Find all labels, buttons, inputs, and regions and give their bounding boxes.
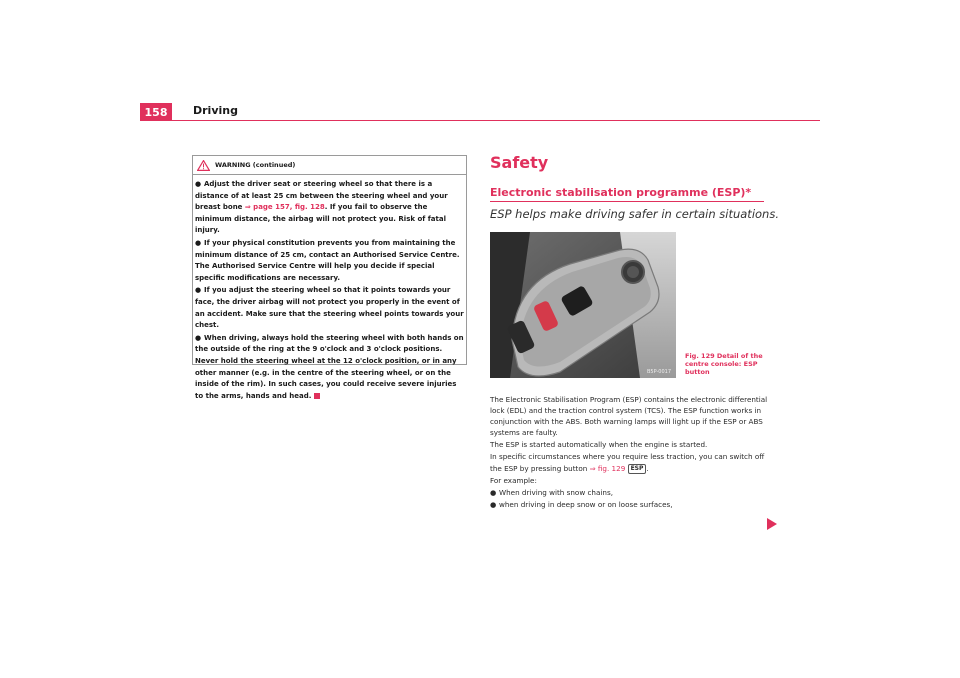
next-page-arrow-icon[interactable]: [767, 518, 777, 530]
warning-title: WARNING (continued): [215, 161, 296, 169]
list-item-text: When driving with snow chains,: [499, 487, 613, 497]
bullet-icon: ●: [195, 238, 202, 247]
figure-link[interactable]: ⇒ fig. 129: [589, 463, 626, 473]
subsection-title: Electronic stabilisation programme (ESP)*: [490, 186, 752, 199]
subsection-rule: [490, 201, 764, 202]
warning-text: . If you fail to observe the minimum distance, the airbag will not protect you. Risk of fatal injury.: [195, 203, 446, 235]
bullet-icon: ●: [490, 499, 497, 509]
header-rule: [140, 120, 820, 121]
warning-box: [192, 155, 467, 400]
section-title: Safety: [490, 153, 549, 172]
warning-text: When driving, always hold the steering wheel with both hands on the outside of the ring at the 9 o'clock and 3 o'clock positions. Never hold the steering wheel at the 12 o'clock position, or in any other manner (e.g. in the centre of the steering wheel, or on the inside of the rim). In such cases, you could receive severe injuries to the arms, hands and head.: [195, 333, 464, 400]
chapter-title: Driving: [193, 104, 238, 117]
paragraph-text: .: [646, 463, 649, 473]
figure-caption: Fig. 129 Detail of the centre console: ESP button: [685, 352, 763, 376]
bullet-icon: ●: [195, 333, 202, 342]
section-end-icon: [314, 393, 320, 399]
list-item: [490, 499, 770, 510]
page-number: 158: [140, 103, 172, 121]
figure-code: B5P-0017: [646, 369, 671, 375]
console-photo: [490, 232, 676, 378]
paragraph: The Electronic Stabilisation Program (ESP) contains the electronic differential lock (EDL) and the traction control system (TCS). The ESP function works in conjunction with the ABS. Both warning lamps will light up if the ESP or ABS systems are faulty.: [490, 395, 768, 438]
paragraph: The ESP is started automatically when the engine is started.: [490, 440, 708, 450]
warning-body: [193, 175, 466, 402]
bullet-icon: ●: [490, 487, 497, 497]
warning-item: [195, 179, 464, 237]
warning-text: If your physical constitution prevents you from maintaining the minimum distance of 25 cm, contact an Authorised Service Centre. The Authorised Service Centre will help you decide if special specific modifications are necessary.: [195, 238, 460, 282]
warning-header: [193, 156, 466, 175]
bullet-icon: ●: [195, 286, 202, 295]
esp-button-symbol: ESP: [628, 464, 647, 474]
warning-item: [195, 238, 464, 284]
warning-triangle-icon: [197, 160, 210, 171]
warning-text: If you adjust the steering wheel so that it points towards your face, the driver airbag will not protect you properly in the event of an accident. Make sure that the steering wheel points towards your chest.: [195, 286, 464, 330]
intro-text: ESP helps make driving safer in certain situations.: [490, 207, 779, 221]
warning-item: [195, 333, 464, 403]
list-item-text: when driving in deep snow or on loose surfaces,: [499, 499, 673, 509]
paragraph: [490, 451, 770, 473]
figure-esp-console: [490, 232, 676, 378]
paragraph: For example:: [490, 475, 537, 485]
body-text: [490, 394, 770, 511]
page-link[interactable]: ⇒ page 157, fig. 128: [244, 203, 325, 212]
list-item: [490, 487, 770, 498]
warning-text: Adjust the driver seat or steering wheel so that there is a distance of at least 25 cm between the steering wheel and your breast bone: [195, 180, 448, 212]
paragraph-text: In specific circumstances where you require less traction, you can switch off the ESP by pressing button: [490, 452, 765, 473]
bullet-icon: ●: [195, 180, 202, 188]
warning-item: [195, 285, 464, 331]
